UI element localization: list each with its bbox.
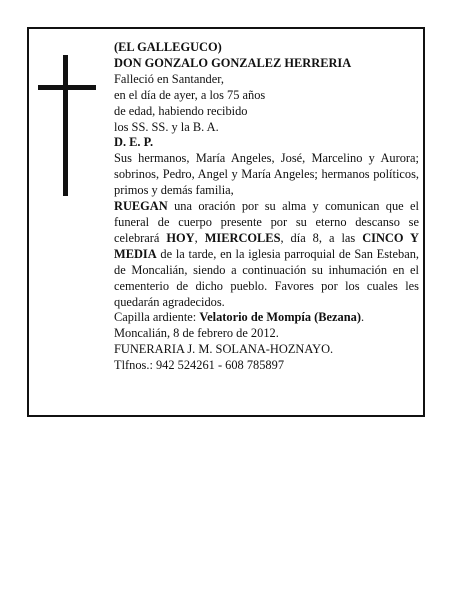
nickname: (EL GALLEGUCO) [114,40,222,54]
obituary-text [114,40,419,374]
intro-line-4: los SS. SS. y la B. A. [114,119,219,134]
family-paragraph: Sus hermanos, María Angeles, José, Marcelino y Aurora; sobrinos, Pedro, Angel y María Angeles; hermanos políticos, primos y demás familia, [114,151,419,198]
place-date: Moncalián, 8 de febrero de 2012. [114,326,279,341]
intro-line-1: Falleció en Santander, [114,71,224,86]
phones: Tlfnos.: 942 524261 - 608 785897 [114,358,285,373]
intro-line-3: de edad, habiendo recibido [114,103,248,118]
chapel-line: Capilla ardiente: Velatorio de Mompía (Bezana). [114,310,365,325]
funeral-home: FUNERARIA J. M. SOLANA-HOZNAYO. [114,342,334,357]
cross-icon [63,55,68,196]
request-paragraph: RUEGAN una oración por su alma y comunican que el funeral de cuerpo presente por su eterno descanso se celebrará HOY, MIERCOLES, día 8, a las CINCO Y MEDIA de la tarde, en la iglesia parroquial de San Esteban, de Moncalián, siendo a continuación su inhumación en el cementerio de dicho pueblo. Favores por los cuales les quedarán agradecidos. [114,199,420,309]
cross-icon-bar [38,85,96,90]
dep-label: D. E. P. [114,135,154,150]
intro-line-2: en el día de ayer, a los 75 años [114,87,266,102]
deceased-name: DON GONZALO GONZALEZ HERRERIA [114,55,352,70]
